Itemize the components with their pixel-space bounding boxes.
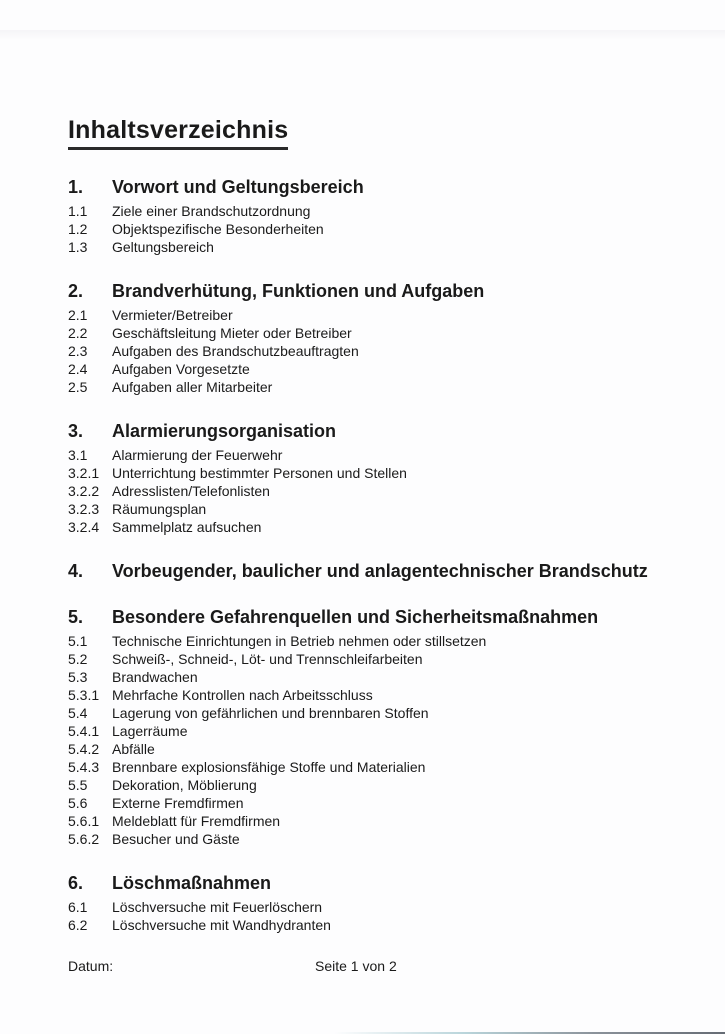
toc-item-number: 2.2 [68, 325, 88, 341]
toc-item [68, 238, 707, 256]
toc-item-number: 3.2.2 [68, 483, 100, 499]
toc-item [68, 342, 707, 360]
toc-item-label: Abfälle [112, 741, 155, 757]
toc-item-label: Mehrfache Kontrollen nach Arbeitsschluss [112, 687, 373, 703]
toc-item-number: 5.4.2 [68, 741, 100, 757]
toc-item-label: Räumungsplan [112, 501, 207, 517]
toc-item [68, 360, 707, 378]
toc-item-number: 3.2.1 [68, 465, 100, 481]
toc-item [68, 220, 707, 238]
toc-item [68, 916, 707, 934]
toc-item [68, 794, 707, 812]
toc-section [68, 176, 707, 256]
section-title: Brandverhütung, Funktionen und Aufgaben [112, 281, 485, 301]
toc-item-label: Aufgaben des Brandschutzbeauftragten [112, 343, 359, 359]
toc-item-number: 2.3 [68, 343, 88, 359]
toc-item-label: Meldeblatt für Fremdfirmen [112, 813, 281, 829]
section-title: Vorbeugender, baulicher und anlagentechnischer Brandschutz [112, 561, 648, 581]
section-title: Löschmaßnahmen [112, 873, 272, 893]
toc-item-number: 1.2 [68, 221, 88, 237]
toc-item [68, 704, 707, 722]
toc-item [68, 740, 707, 758]
section-heading [68, 872, 707, 894]
toc-item-number: 1.1 [68, 203, 88, 219]
toc-section [68, 560, 707, 582]
toc-item [68, 378, 707, 396]
toc-item [68, 812, 707, 830]
toc-item-label: Dekoration, Möblierung [112, 777, 257, 793]
toc-item-label: Vermieter/Betreiber [112, 307, 233, 323]
toc-item [68, 632, 707, 650]
toc-item-label: Brandwachen [112, 669, 198, 685]
section-heading [68, 560, 707, 582]
section-heading [68, 280, 707, 302]
section-number: 4. [68, 561, 84, 581]
toc-item-number: 6.2 [68, 917, 88, 933]
section-title: Vorwort und Geltungsbereich [112, 177, 364, 197]
toc-section [68, 606, 707, 848]
section-heading [68, 420, 707, 442]
toc-item [68, 324, 707, 342]
toc [68, 176, 707, 934]
toc-item [68, 758, 707, 776]
toc-item-label: Unterrichtung bestimmter Personen und Stellen [112, 465, 407, 481]
toc-item-label: Schweiß-, Schneid-, Löt- und Trennschleifarbeiten [112, 651, 423, 667]
toc-item [68, 518, 707, 536]
section-title: Alarmierungsorganisation [112, 421, 337, 441]
section-title: Besondere Gefahrenquellen und Sicherheitsmaßnahmen [112, 607, 599, 627]
section-number: 6. [68, 873, 84, 893]
toc-item-number: 5.5 [68, 777, 88, 793]
toc-item [68, 650, 707, 668]
toc-item-number: 5.3 [68, 669, 88, 685]
toc-item-number: 2.5 [68, 379, 88, 395]
toc-item-label: Sammelplatz aufsuchen [112, 519, 262, 535]
toc-item [68, 686, 707, 704]
toc-item [68, 446, 707, 464]
toc-item-label: Alarmierung der Feuerwehr [112, 447, 283, 463]
toc-item [68, 776, 707, 794]
page-title: Inhaltsverzeichnis [68, 116, 288, 150]
section-number: 1. [68, 177, 84, 197]
section-number: 5. [68, 607, 84, 627]
footer-date-label: Datum: [68, 958, 114, 974]
section-number: 2. [68, 281, 84, 301]
toc-item [68, 482, 707, 500]
toc-item-label: Lagerräume [112, 723, 188, 739]
toc-item-label: Externe Fremdfirmen [112, 795, 244, 811]
toc-item [68, 306, 707, 324]
toc-item-number: 5.6 [68, 795, 88, 811]
toc-item-label: Geltungsbereich [112, 239, 214, 255]
toc-item-number: 5.2 [68, 651, 88, 667]
toc-item-label: Technische Einrichtungen in Betrieb nehmen oder stillsetzen [112, 633, 487, 649]
toc-item-number: 5.6.1 [68, 813, 100, 829]
section-heading [68, 176, 707, 198]
toc-item-number: 5.4 [68, 705, 88, 721]
toc-item-number: 5.4.1 [68, 723, 100, 739]
toc-item [68, 668, 707, 686]
toc-section [68, 872, 707, 934]
toc-item-label: Brennbare explosionsfähige Stoffe und Materialien [112, 759, 426, 775]
toc-item [68, 898, 707, 916]
section-heading [68, 606, 707, 628]
toc-item-label: Besucher und Gäste [112, 831, 240, 847]
toc-item-number: 5.6.2 [68, 831, 100, 847]
footer-page-number: Seite 1 von 2 [315, 958, 397, 974]
toc-item-number: 2.1 [68, 307, 88, 323]
toc-item-number: 5.4.3 [68, 759, 100, 775]
toc-item-label: Geschäftsleitung Mieter oder Betreiber [112, 325, 352, 341]
toc-item-label: Löschversuche mit Feuerlöschern [112, 899, 323, 915]
toc-item-label: Objektspezifische Besonderheiten [112, 221, 324, 237]
toc-item-number: 5.3.1 [68, 687, 100, 703]
toc-item-number: 6.1 [68, 899, 88, 915]
section-number: 3. [68, 421, 84, 441]
toc-item [68, 722, 707, 740]
toc-item [68, 202, 707, 220]
toc-item-label: Aufgaben aller Mitarbeiter [112, 379, 273, 395]
toc-item [68, 830, 707, 848]
toc-item-number: 2.4 [68, 361, 88, 377]
toc-item-label: Ziele einer Brandschutzordnung [112, 203, 311, 219]
toc-item-number: 3.2.4 [68, 519, 100, 535]
toc-section [68, 280, 707, 396]
toc-item-label: Lagerung von gefährlichen und brennbaren Stoffen [112, 705, 429, 721]
toc-item-number: 1.3 [68, 239, 88, 255]
toc-item-number: 3.2.3 [68, 501, 100, 517]
toc-item [68, 500, 707, 518]
toc-item-number: 5.1 [68, 633, 88, 649]
toc-item-label: Aufgaben Vorgesetzte [112, 361, 250, 377]
toc-item-number: 3.1 [68, 447, 88, 463]
toc-item-label: Adresslisten/Telefonlisten [112, 483, 270, 499]
toc-item-label: Löschversuche mit Wandhydranten [112, 917, 331, 933]
toc-section [68, 420, 707, 536]
toc-item [68, 464, 707, 482]
